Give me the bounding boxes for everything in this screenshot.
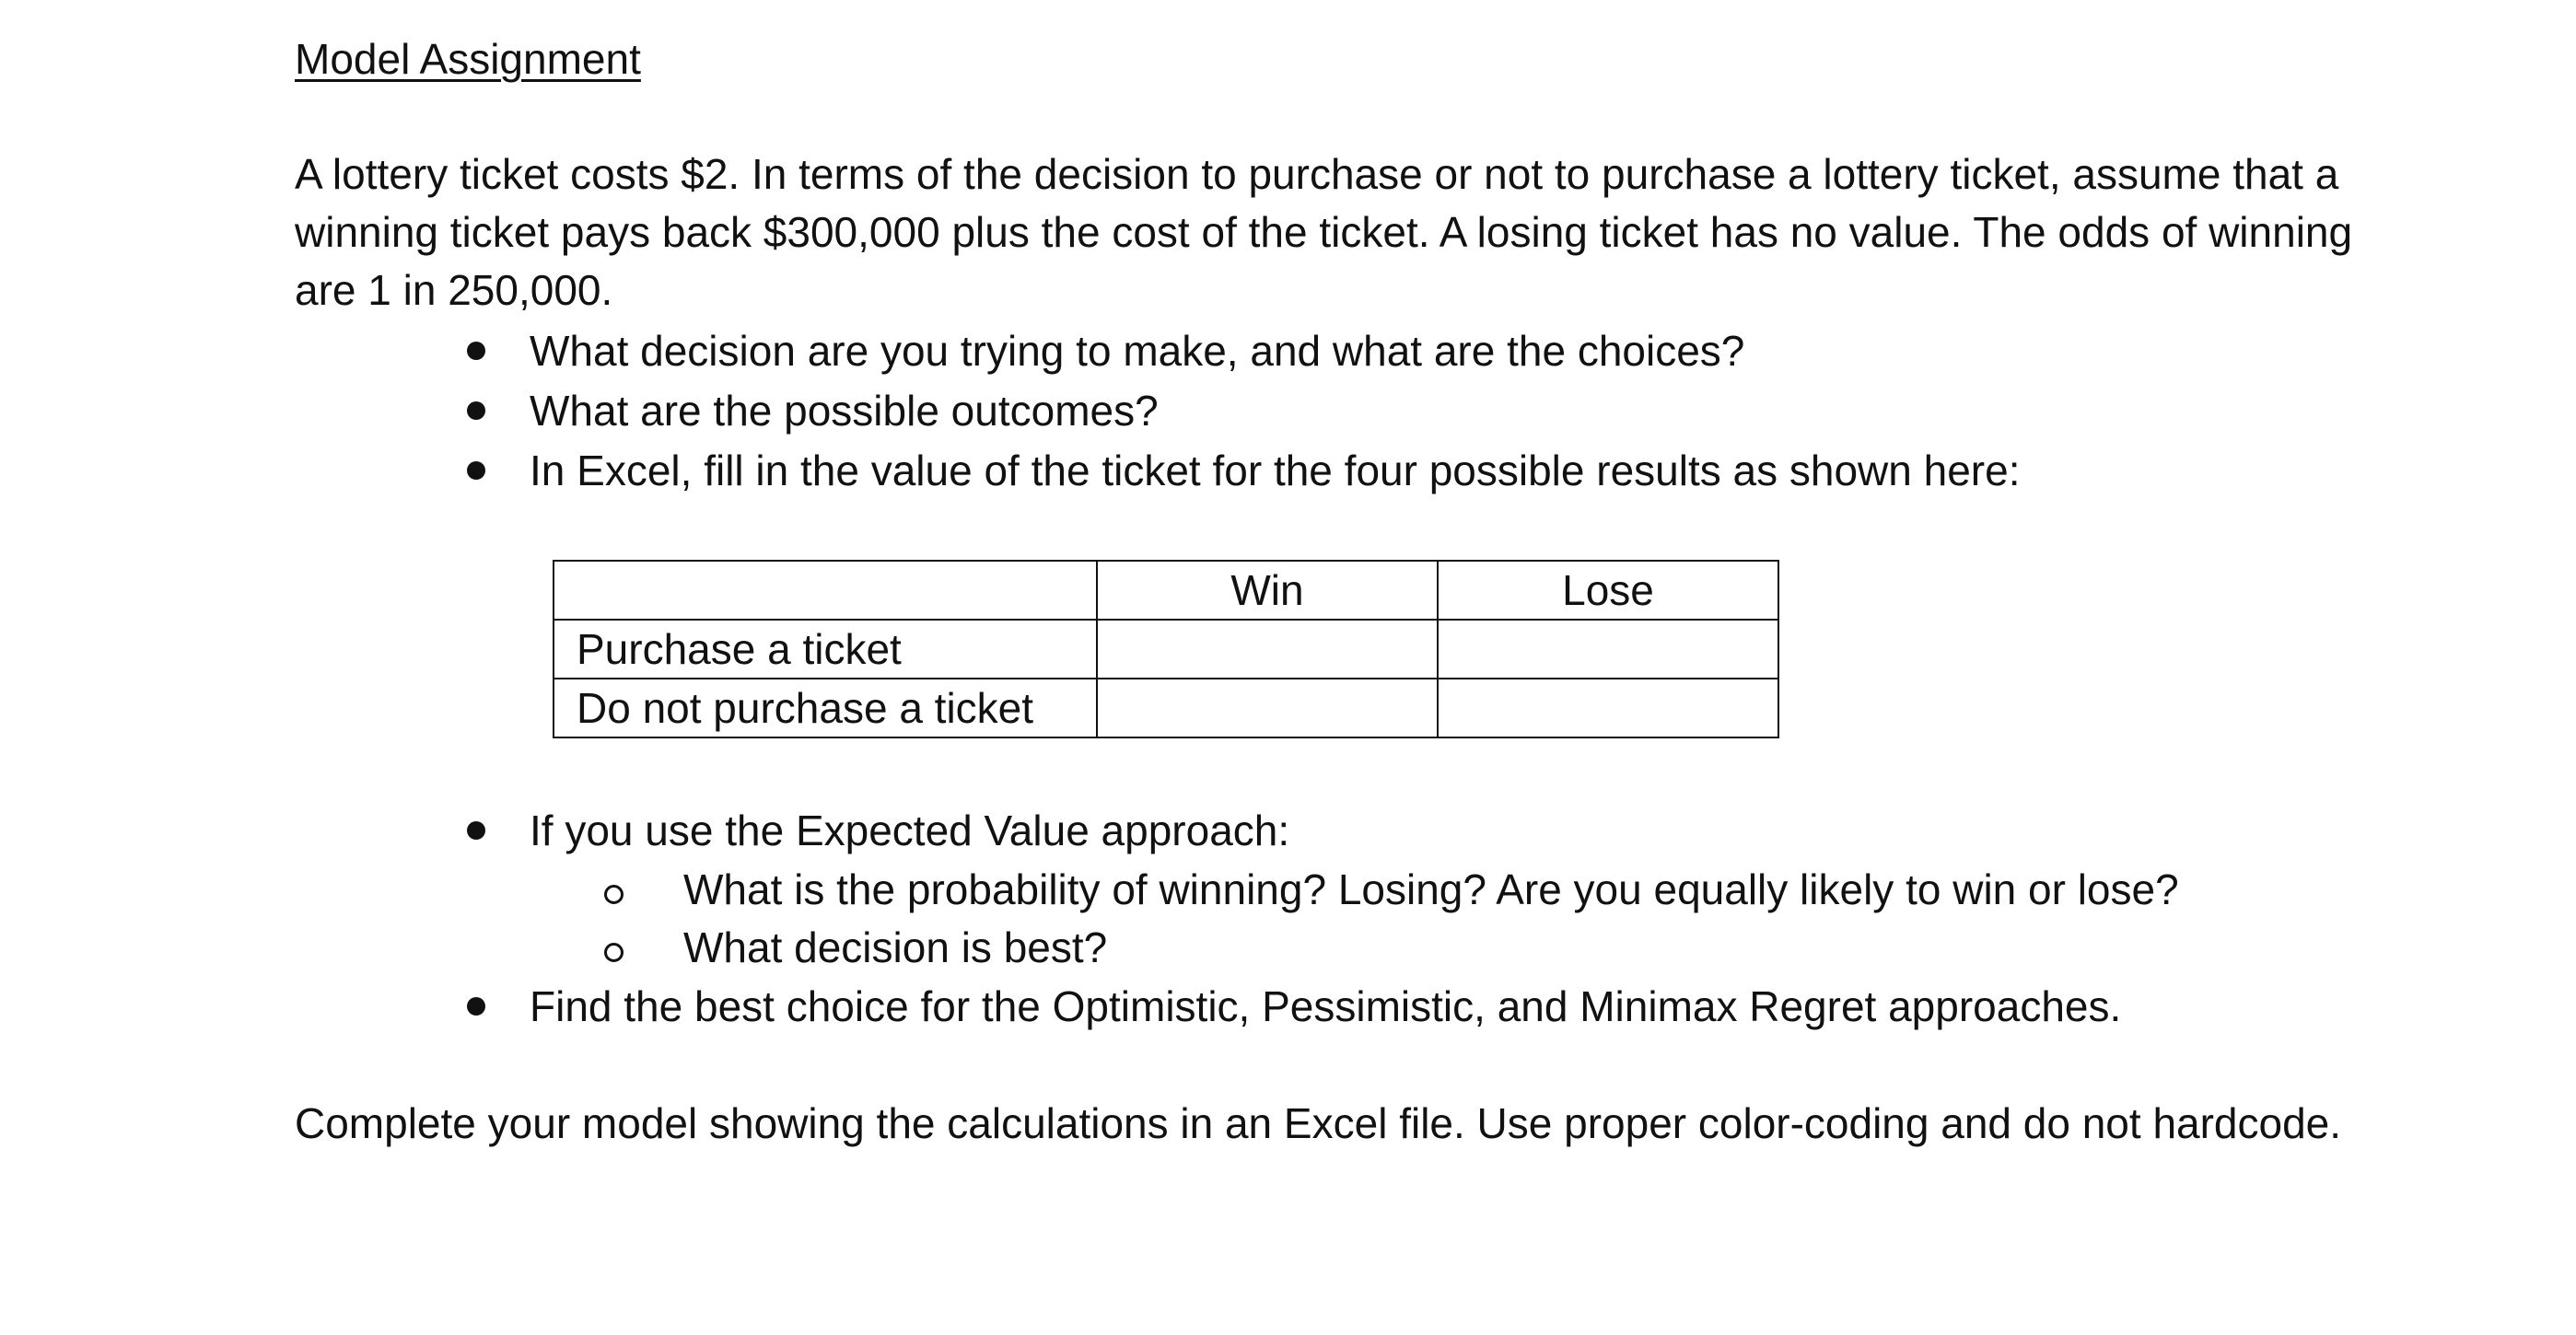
bullet-text: What are the possible outcomes? xyxy=(530,387,1159,435)
bullet-dot-icon xyxy=(467,997,485,1016)
table-cell xyxy=(1097,679,1438,737)
approach-list xyxy=(295,801,2179,1037)
hollow-circle-icon xyxy=(604,885,624,904)
table-cell xyxy=(1438,679,1778,737)
sub-bullet-text: What decision is best? xyxy=(683,923,1108,971)
sub-list-item xyxy=(295,919,2179,977)
bullet-dot-icon xyxy=(467,461,485,480)
table-row-label: Purchase a ticket xyxy=(554,620,1097,679)
table-row xyxy=(554,620,1778,679)
sub-list-container xyxy=(295,861,2179,977)
list-item xyxy=(295,441,2021,501)
intro-paragraph: A lottery ticket costs $2. In terms of the decision to purchase or not to purchase a lottery ticket, assume that a winning ticket pays back $300,000 plus the cost of the ticket. A losing ticket has no value. The odds of winning are 1 in 250,000. xyxy=(295,150,2353,314)
table-row xyxy=(554,679,1778,737)
hollow-circle-icon xyxy=(604,943,624,962)
table-header-row xyxy=(554,561,1778,620)
table-cell xyxy=(1438,620,1778,679)
table-header-cell: Lose xyxy=(1438,561,1778,620)
bullet-dot-icon xyxy=(467,401,485,420)
table-header-cell xyxy=(554,561,1097,620)
bullet-text: Find the best choice for the Optimistic, Pessimistic, and Minimax Regret approaches. xyxy=(530,982,2122,1030)
table-header-cell: Win xyxy=(1097,561,1438,620)
sub-bullet-text: What is the probability of winning? Losing? Are you equally likely to win or lose? xyxy=(683,865,2179,913)
bullet-text: If you use the Expected Value approach: xyxy=(530,807,1290,854)
sub-list xyxy=(295,861,2179,977)
document-title: Model Assignment xyxy=(295,35,641,83)
question-list xyxy=(295,321,2021,501)
list-item xyxy=(295,321,2021,381)
bullet-dot-icon xyxy=(467,821,485,840)
bullet-text: What decision are you trying to make, and what are the choices? xyxy=(530,327,1745,375)
list-item xyxy=(295,381,2021,441)
sub-list-item xyxy=(295,861,2179,919)
bullet-dot-icon xyxy=(467,342,485,360)
bullet-text: In Excel, fill in the value of the ticket for the four possible results as shown here: xyxy=(530,447,2021,494)
table-row-label: Do not purchase a ticket xyxy=(554,679,1097,737)
table-cell xyxy=(1097,620,1438,679)
outcome-table xyxy=(553,560,1779,738)
list-item xyxy=(295,977,2179,1037)
closing-paragraph: Complete your model showing the calculations in an Excel file. Use proper color-coding and do not hardcode. xyxy=(295,1099,2342,1147)
list-item xyxy=(295,801,2179,861)
